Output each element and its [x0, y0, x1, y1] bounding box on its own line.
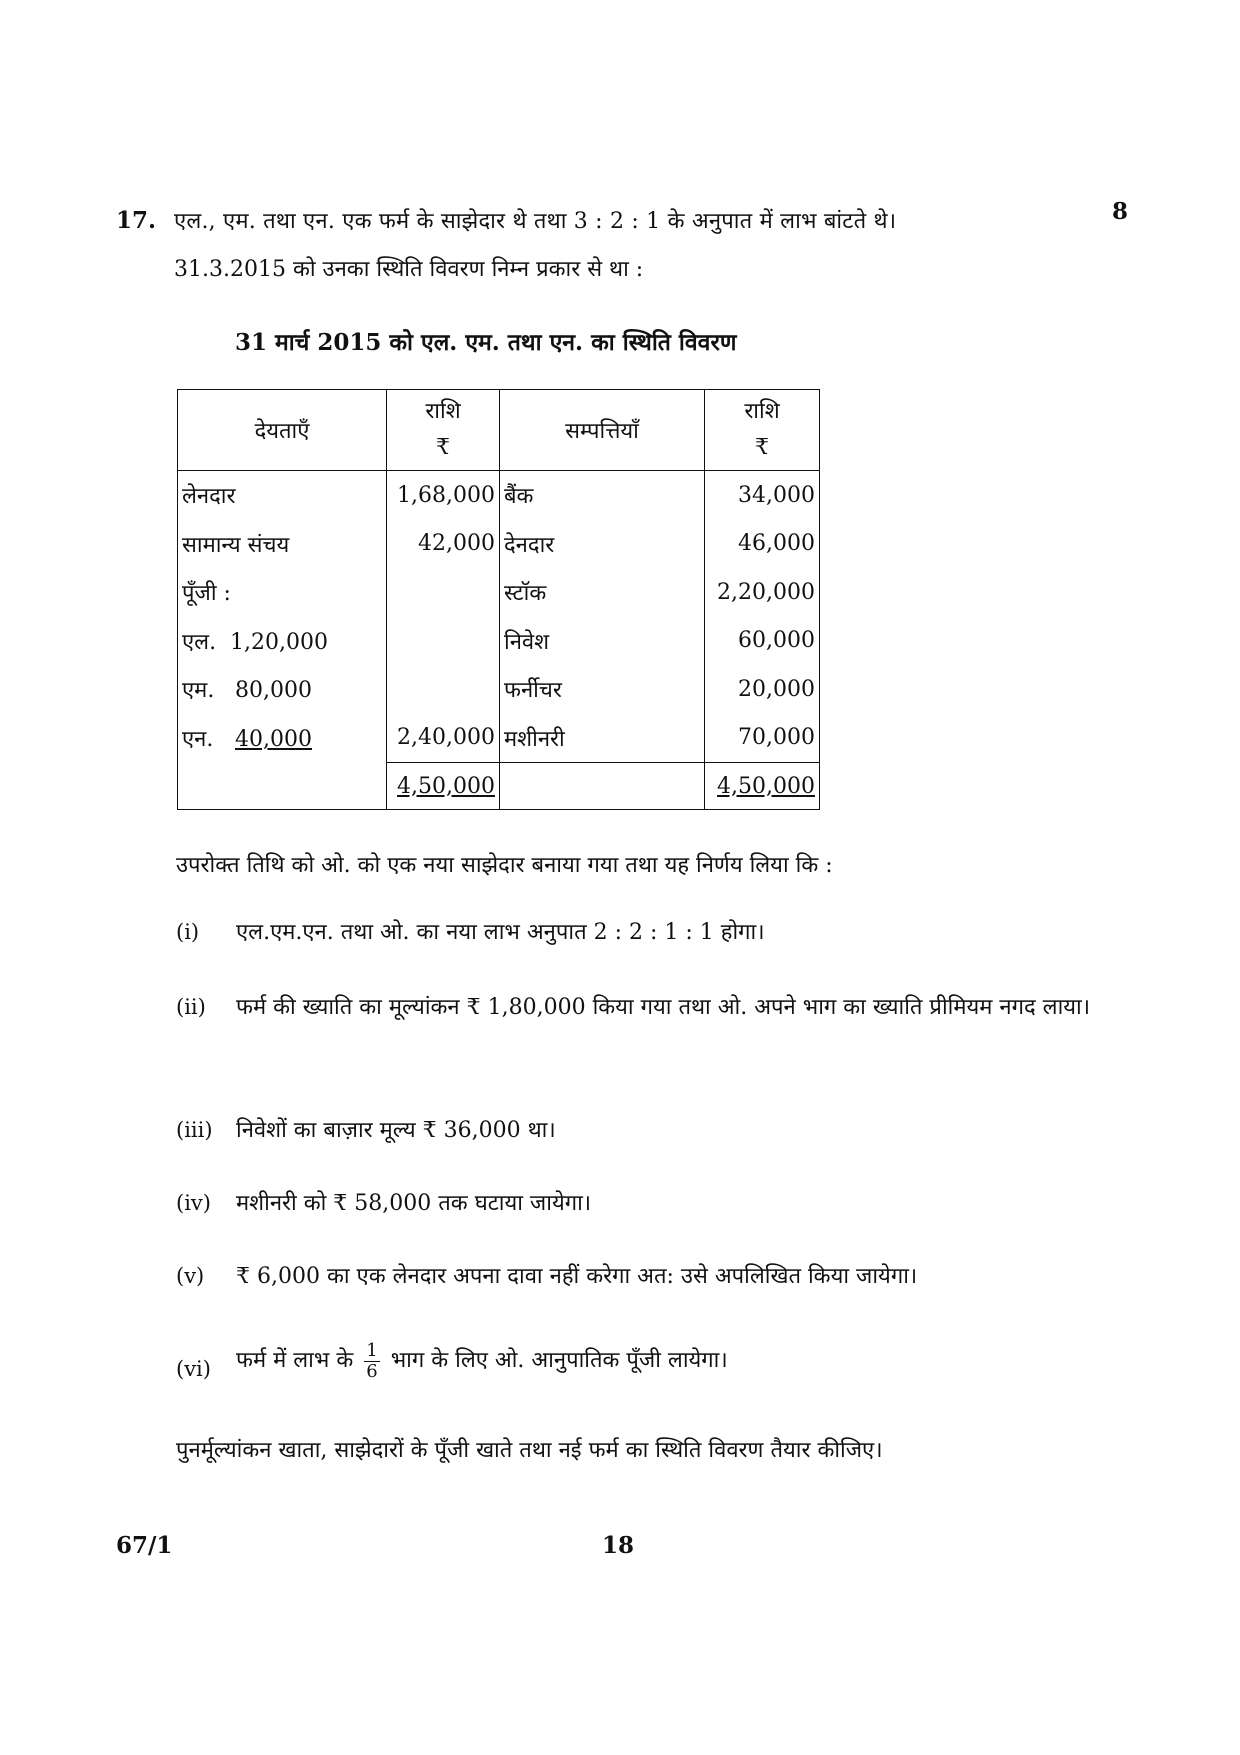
total-liabilities: 4,50,000: [387, 763, 500, 810]
table-row: [178, 665, 820, 714]
rupee-symbol: ₹: [436, 435, 450, 460]
total-label-cell: [178, 763, 387, 810]
asset-amount: 20,000: [705, 665, 820, 714]
partner-capital: [178, 665, 387, 714]
liability-name: लेनदार: [178, 471, 387, 520]
item-text: [236, 1331, 1124, 1391]
total-assets: 4,50,000: [705, 763, 820, 810]
final-instruction: पुनर्मूल्यांकन खाता, साझेदारों के पूँजी खाते तथा नई फर्म का स्थिति विवरण तैयार कीजिए।: [176, 1438, 883, 1463]
partner-capital-amount: 40,000: [235, 727, 312, 752]
total-asset-label-cell: [500, 763, 705, 810]
paper-code: 67/1: [116, 1532, 173, 1559]
item-number: (i): [176, 920, 200, 944]
balance-sheet-table: [177, 389, 820, 810]
header-amount-label: राशि: [744, 399, 780, 424]
header-liabilities-amount: [387, 390, 500, 471]
table-row: [178, 471, 820, 520]
total-row: [178, 763, 820, 810]
item-number: (ii): [176, 995, 206, 1019]
partner-capital-amount: 1,20,000: [230, 629, 328, 655]
partner-capital: [178, 714, 387, 763]
question-marks: 8: [1112, 198, 1129, 225]
asset-name: देनदार: [500, 520, 705, 569]
header-amount-label: राशि: [425, 399, 461, 424]
question-text-line2: 31.3.2015 को उनका स्थिति विवरण निम्न प्रकार से था :: [174, 257, 644, 282]
asset-amount: 46,000: [705, 520, 820, 569]
liability-amount: [387, 568, 500, 617]
asset-name: मशीनरी: [500, 714, 705, 763]
liability-name: सामान्य संचय: [178, 520, 387, 569]
question-number: 17.: [116, 207, 157, 234]
capital-total-amount: 2,40,000: [387, 714, 500, 763]
header-assets: सम्पत्तियाँ: [500, 390, 705, 471]
rupee-symbol: ₹: [755, 435, 769, 460]
table-row: [178, 617, 820, 666]
question-text-line1: एल., एम. तथा एन. एक फर्म के साझेदार थे तथा 3 : 2 : 1 के अनुपात में लाभ बांटते थे।: [174, 209, 897, 234]
liability-amount: 1,68,000: [387, 471, 500, 520]
item-text-after: भाग के लिए ओ. आनुपातिक पूँजी लायेगा।: [390, 1348, 728, 1373]
item-number: (iv): [176, 1191, 211, 1215]
intro-text: उपरोक्त तिथि को ओ. को एक नया साझेदार बनाया गया तथा यह निर्णय लिया कि :: [176, 853, 833, 878]
asset-name: बैंक: [500, 471, 705, 520]
fraction-denominator: 6: [366, 1360, 378, 1382]
item-text: ₹ 6,000 का एक लेनदार अपना दावा नहीं करेगा अत: उसे अपलिखित किया जायेगा।: [236, 1264, 918, 1289]
item-text: फर्म की ख्याति का मूल्यांकन ₹ 1,80,000 किया गया तथा ओ. अपने भाग का ख्याति प्रीमियम नगद लाया।: [236, 995, 1091, 1020]
liability-amount: 42,000: [387, 520, 500, 569]
fraction-numerator: 1: [366, 1339, 378, 1361]
liability-amount: [387, 617, 500, 666]
item-text: निवेशों का बाज़ार मूल्य ₹ 36,000 था।: [236, 1118, 556, 1143]
asset-name: निवेश: [500, 617, 705, 666]
item-text-before: फर्म में लाभ के: [236, 1348, 354, 1373]
fraction: [364, 1341, 379, 1382]
item-number: (vi): [176, 1357, 211, 1381]
partner-name: एन.: [182, 727, 214, 752]
table-row: [178, 714, 820, 763]
liability-amount: [387, 665, 500, 714]
partner-capital-amount: 80,000: [235, 678, 312, 704]
asset-name: फर्नीचर: [500, 665, 705, 714]
item-number: (iii): [176, 1118, 213, 1142]
partner-name: एल.: [182, 629, 217, 655]
item-text: एल.एम.एन. तथा ओ. का नया लाभ अनुपात 2 : 2 : 1 : 1 होगा।: [236, 920, 765, 945]
header-assets-amount: [705, 390, 820, 471]
header-liabilities: देयताएँ: [178, 390, 387, 471]
asset-amount: 2,20,000: [705, 568, 820, 617]
asset-amount: 60,000: [705, 617, 820, 666]
asset-amount: 34,000: [705, 471, 820, 520]
asset-amount: 70,000: [705, 714, 820, 763]
partner-capital: [178, 617, 387, 666]
partner-name: एम.: [182, 678, 215, 704]
table-header-row: [178, 390, 820, 471]
item-text: मशीनरी को ₹ 58,000 तक घटाया जायेगा।: [236, 1191, 592, 1216]
table-row: [178, 520, 820, 569]
balance-sheet-caption: 31 मार्च 2015 को एल. एम. तथा एन. का स्थिति विवरण: [235, 329, 737, 356]
page-number: 18: [602, 1532, 635, 1559]
table-row: [178, 568, 820, 617]
liability-name: पूँजी :: [178, 568, 387, 617]
item-number: (v): [176, 1264, 205, 1288]
asset-name: स्टॉक: [500, 568, 705, 617]
